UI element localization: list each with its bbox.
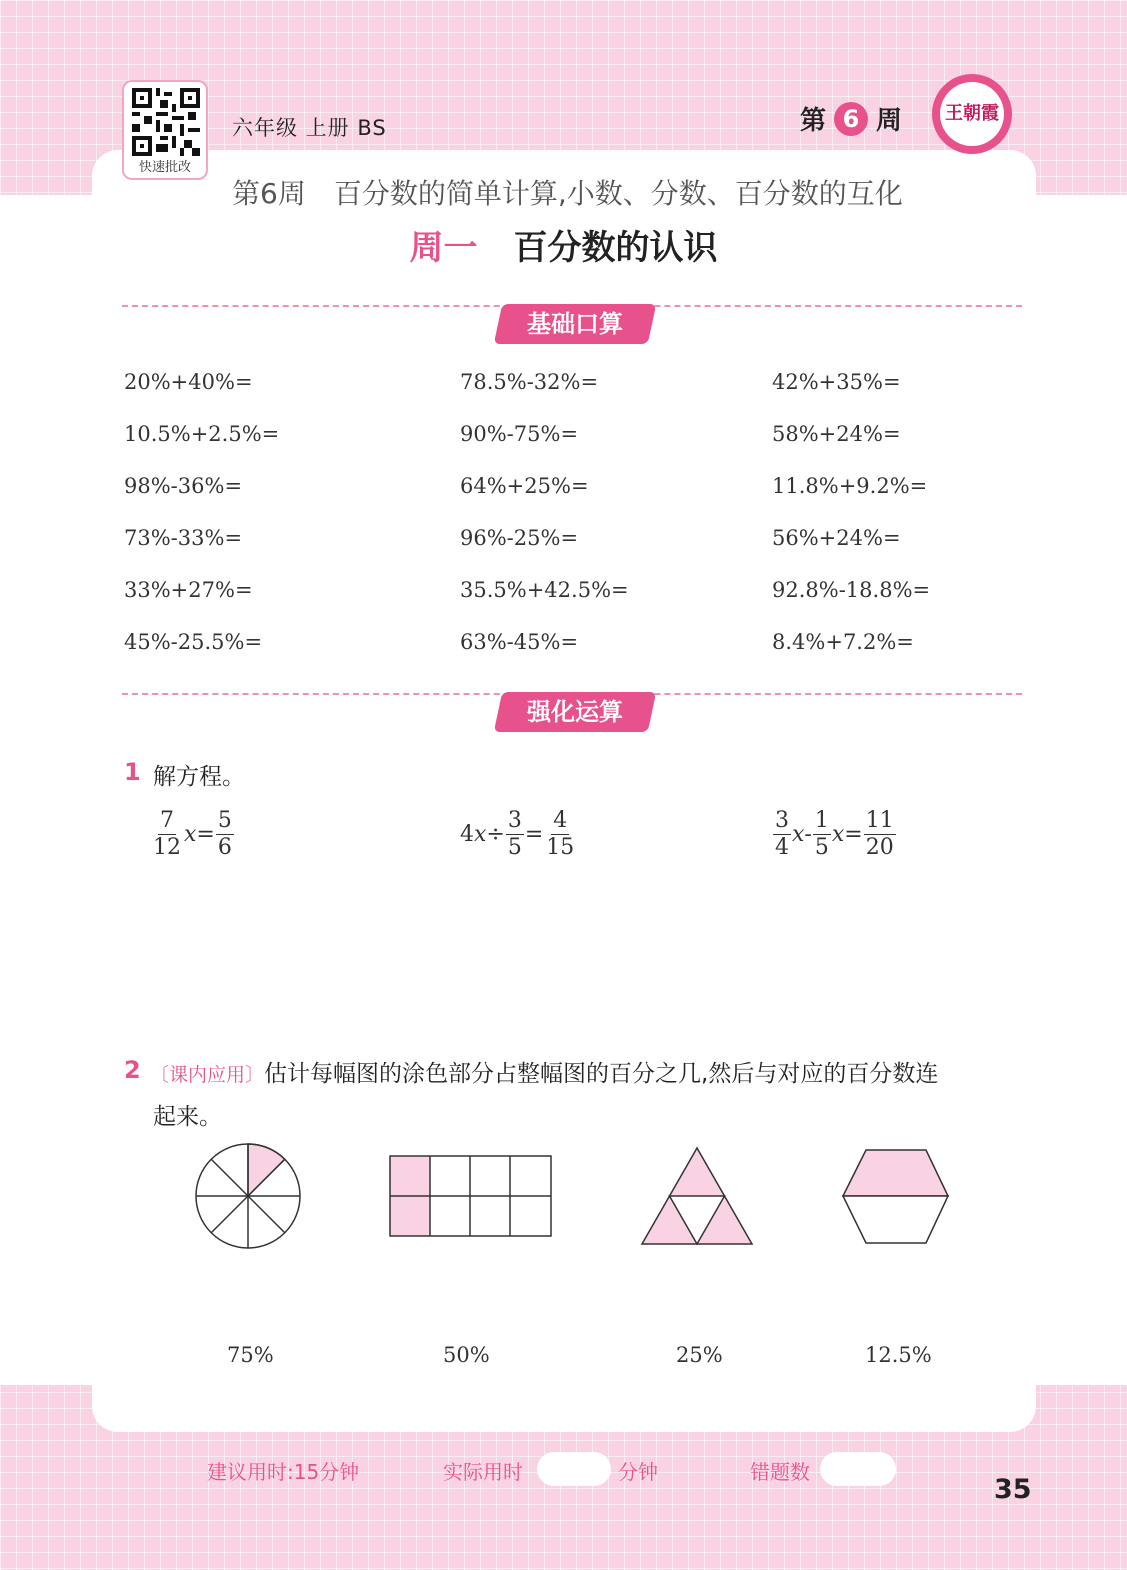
grid-rectangle-shape	[390, 1156, 551, 1236]
question-number: 2	[124, 1056, 141, 1084]
week-prefix: 第	[800, 106, 827, 136]
actual-time-label: 实际用时	[443, 1460, 523, 1484]
calc-item: 10.5%+2.5%=	[124, 422, 280, 446]
calc-item: 35.5%+42.5%=	[460, 578, 629, 602]
calc-item: 56%+24%=	[772, 526, 901, 550]
qr-caption: 快速批改	[138, 160, 191, 175]
calc-item: 33%+27%=	[124, 578, 253, 602]
calc-item: 11.8%+9.2%=	[772, 474, 928, 498]
calc-item: 63%-45%=	[460, 630, 579, 654]
calc-item: 64%+25%=	[460, 474, 589, 498]
minute-label: 分钟	[618, 1460, 658, 1484]
circle-eighths-shape	[196, 1144, 300, 1248]
calc-item: 98%-36%=	[124, 474, 243, 498]
suggested-time: 建议用时:15分钟	[207, 1460, 360, 1484]
calc-item: 73%-33%=	[124, 526, 243, 550]
calc-item: 96%-25%=	[460, 526, 579, 550]
section-tag-strong: 强化运算	[494, 692, 657, 732]
grade-label: 六年级 上册 BS	[232, 116, 387, 140]
title-topic: 百分数的认识	[513, 228, 718, 268]
week-subtitle: 第6周 百分数的简单计算,小数、分数、百分数的互化	[232, 177, 903, 210]
percent-option: 50%	[443, 1343, 490, 1367]
calc-item: 45%-25.5%=	[124, 630, 263, 654]
title-day: 周一	[409, 228, 478, 268]
calc-item: 78.5%-32%=	[460, 370, 599, 394]
calc-item: 90%-75%=	[460, 422, 579, 446]
hexagon-shape	[843, 1150, 948, 1243]
calc-item: 42%+35%=	[772, 370, 901, 394]
equation-1: $\frac{7}{12}$ x = $\frac{5}{6}$	[153, 808, 232, 860]
percent-option: 75%	[227, 1343, 274, 1367]
question-text: 解方程。	[153, 764, 245, 790]
week-number: 6	[834, 102, 868, 136]
calc-item: 20%+40%=	[124, 370, 253, 394]
calc-item: 92.8%-18.8%=	[772, 578, 931, 602]
calc-item: 8.4%+7.2%=	[772, 630, 914, 654]
equation-2: 4 x ÷ $\frac{3}{5}$ = $\frac{4}{15}$	[460, 808, 575, 860]
percent-option: 12.5%	[865, 1343, 932, 1367]
week-suffix: 周	[876, 106, 903, 136]
question-tag: 〔课内应用〕	[150, 1064, 265, 1086]
triangle-shape	[642, 1148, 752, 1244]
page-number: 35	[994, 1474, 1032, 1505]
section-tag-basic: 基础口算	[494, 304, 657, 344]
equation-3: $\frac{3}{4}$ x - $\frac{1}{5}$ x = $\frac{11}{20}$	[775, 808, 894, 860]
question-number: 1	[124, 758, 141, 786]
error-count-label: 错题数	[750, 1460, 810, 1484]
actual-time-field[interactable]	[537, 1452, 611, 1486]
question-text: 〔课内应用〕估计每幅图的涂色部分占整幅图的百分之几,然后与对应的百分数连	[150, 1061, 939, 1087]
error-count-field[interactable]	[820, 1452, 896, 1486]
percent-option: 25%	[676, 1343, 723, 1367]
question-text-cont: 起来。	[153, 1104, 222, 1130]
calc-item: 58%+24%=	[772, 422, 901, 446]
logo-text: 王朝霞	[940, 82, 1004, 146]
